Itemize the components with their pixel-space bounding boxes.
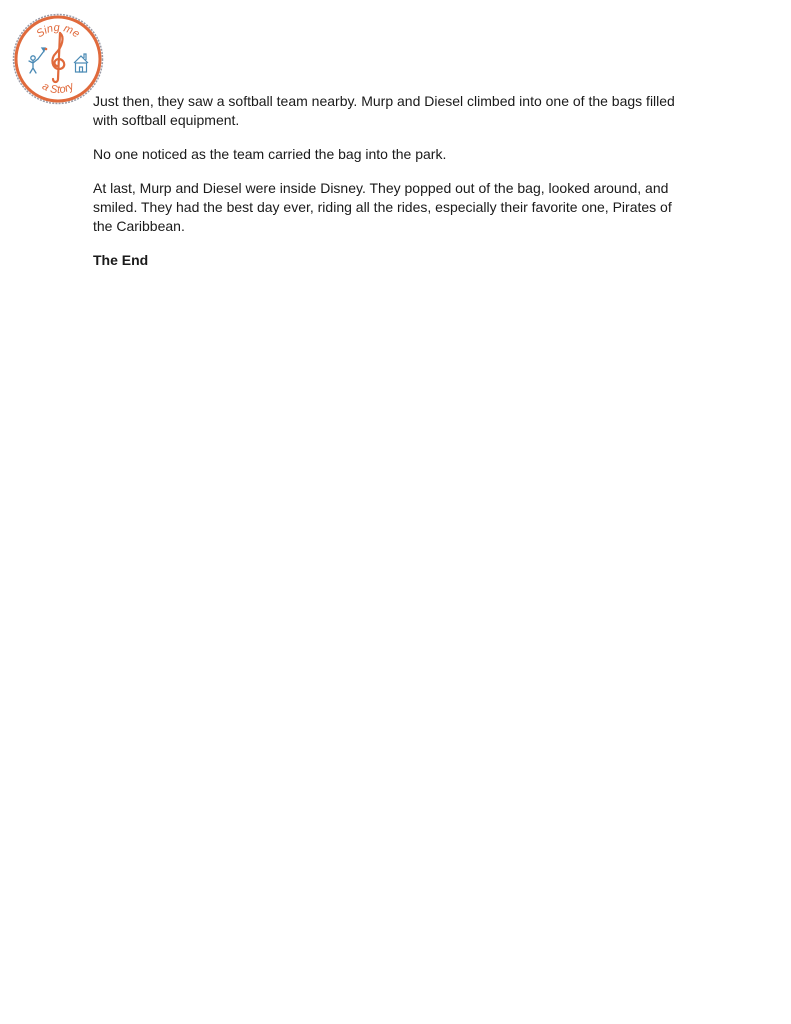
story-paragraph-3: At last, Murp and Diesel were inside Disney. They popped out of the bag, looked around, and smiled. They had the best day ever, riding all the rides, especially their favorite one, Pirates of the Caribbean. — [93, 180, 672, 234]
story-paragraph-1: Just then, they saw a softball team nearby. Murp and Diesel climbed into one of the bags filled with softball equipment. — [93, 93, 675, 128]
logo-dot — [45, 48, 48, 51]
story-text — [93, 92, 693, 285]
story-ending: The End — [93, 252, 149, 268]
logo-text-bottom: a Story — [40, 80, 76, 97]
logo-emblem — [12, 13, 104, 105]
story-paragraph-2: No one noticed as the team carried the bag into the park. — [93, 146, 447, 162]
logo-text-top: Sing me — [34, 21, 82, 41]
sing-me-a-story-logo — [12, 13, 104, 105]
